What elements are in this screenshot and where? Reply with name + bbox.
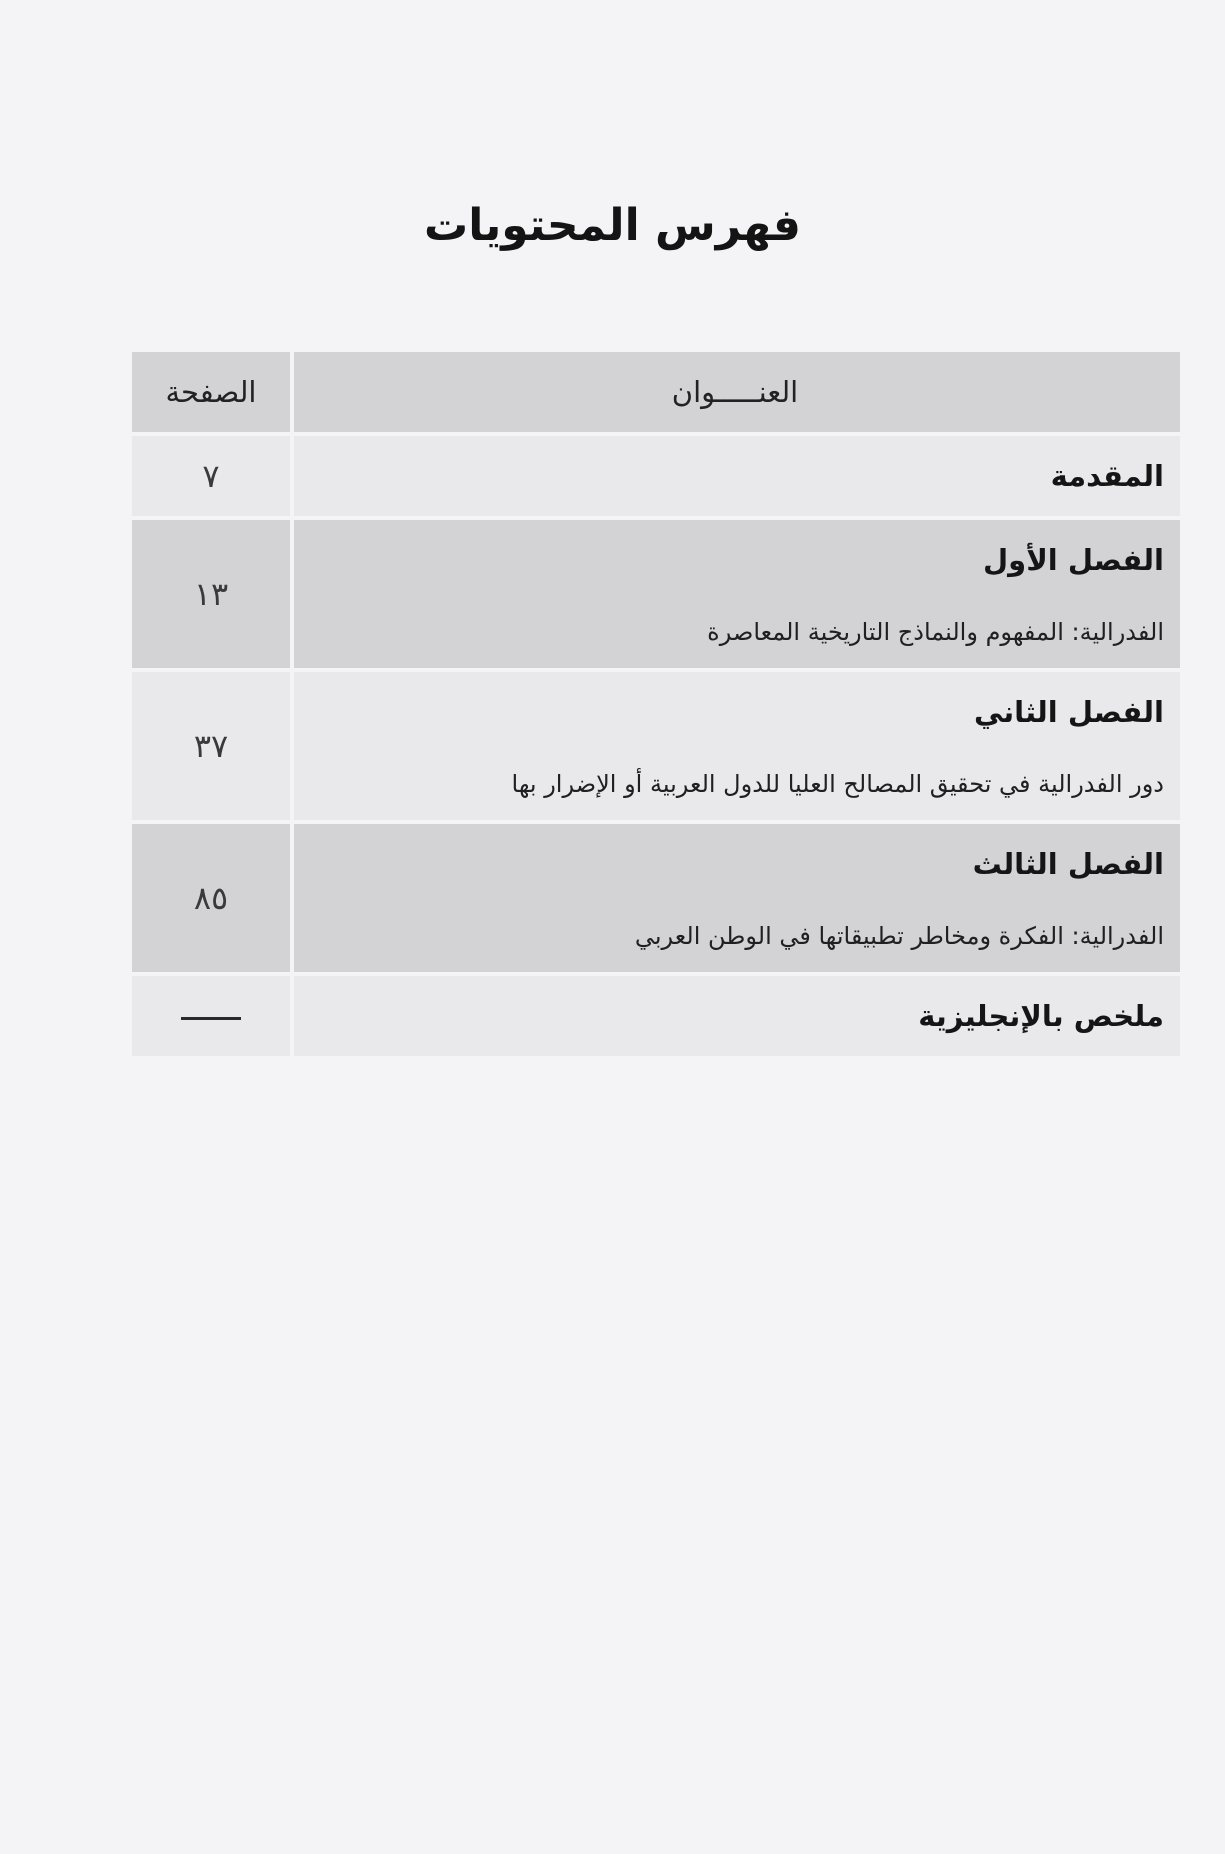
- page-number: ٧: [202, 457, 220, 495]
- page-column-header: الصفحة: [165, 375, 257, 409]
- table-of-contents: [132, 352, 1180, 1056]
- dash-mark: [181, 1017, 241, 1020]
- chapter-title: الفصل الثالث: [972, 847, 1164, 881]
- table-row[interactable]: [132, 822, 1180, 974]
- chapter-subtitle: دور الفدرالية في تحقيق المصالح العليا للدول العربية أو الإضرار بها: [511, 770, 1164, 798]
- table-row[interactable]: [132, 974, 1180, 1056]
- page-number: ١٣: [193, 575, 229, 613]
- chapter-subtitle: الفدرالية: الفكرة ومخاطر تطبيقاتها في الوطن العربي: [634, 922, 1164, 950]
- page-number-dash: [132, 974, 292, 1056]
- page-title: فهرس المحتويات: [424, 200, 801, 251]
- chapter-title: الفصل الثاني: [973, 695, 1164, 729]
- title-column-header: العنـــــوان: [292, 352, 1180, 434]
- entry-title: ملخص بالإنجليزية: [918, 999, 1164, 1033]
- entry-title-cell: [292, 518, 1180, 670]
- entry-title-cell: [292, 434, 1180, 518]
- entry-title-cell: [292, 974, 1180, 1056]
- table-row[interactable]: [132, 434, 1180, 518]
- entry-title-cell: [292, 670, 1180, 822]
- chapter-title: الفصل الأول: [983, 543, 1164, 577]
- page-number: ٣٧: [193, 727, 229, 765]
- page-number: ٨٥: [193, 879, 229, 917]
- table-row[interactable]: [132, 670, 1180, 822]
- table-row[interactable]: [132, 518, 1180, 670]
- table-header-row: [132, 352, 1180, 434]
- entry-title-cell: [292, 822, 1180, 974]
- chapter-subtitle: الفدرالية: المفهوم والنماذج التاريخية المعاصرة: [707, 618, 1164, 646]
- entry-title: المقدمة: [1050, 459, 1164, 493]
